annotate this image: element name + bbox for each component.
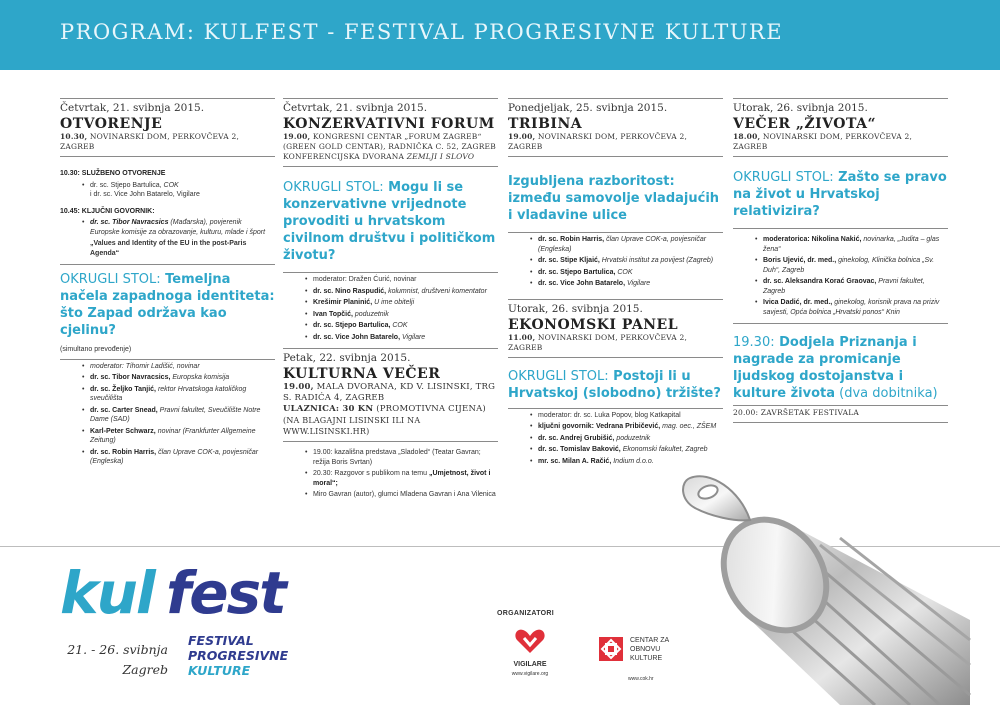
- divider: [283, 166, 498, 167]
- panel-item: • dr. sc. Stjepo Bartulica, COK: [508, 268, 723, 278]
- program-item: • Miro Gavran (autor), glumci Mladena Gavran i Ana Vilenica: [283, 490, 498, 500]
- event-date: Ponedjeljak, 25. svibnja 2015.: [508, 102, 668, 114]
- talk-title: „Values and Identity of the EU in the post-Paris Agenda“: [90, 240, 247, 257]
- ticket-note: (NA BLAGAJNI LISINSKI ILI NA WWW.LISINSKI.HR): [283, 416, 421, 436]
- logo-subtitle: FESTIVAL PROGRESIVNE KULTURE: [188, 633, 289, 678]
- event-title: TRIBINA: [508, 116, 583, 132]
- organizers-label: ORGANIZATORI: [497, 610, 555, 617]
- logo-dates: 21. - 26. svibnja Zagreb: [67, 642, 168, 677]
- ticket-price: ULAZNICA: 30 KN (PROMOTIVNA CIJENA): [283, 404, 486, 414]
- panel-item: • ključni govornik: Vedrana Pribičević, mag. oec., ZŠEM: [508, 422, 723, 432]
- panel-item: • dr. sc. Robin Harris, član Uprave COK-a, povjesničar (Engleska): [508, 235, 723, 254]
- panel-item: • dr. sc. Nino Raspudić, kolumnist, društveni komentator: [283, 287, 498, 297]
- panel-item: • dr. sc. Aleksandra Korać Graovac, Pravni fakultet, Zagreb: [733, 277, 948, 296]
- cok-icon: [598, 636, 624, 662]
- event-date: Četvrtak, 21. svibnja 2015.: [60, 102, 205, 114]
- logo-kul: kul: [60, 559, 154, 627]
- column-otvorenje: [60, 98, 275, 467]
- panel-item: • dr. sc. Carter Snead, Pravni fakultet, Sveučilište Notre Dame (SAD): [60, 406, 275, 425]
- program-item: • 20.30: Razgovor s publikom na temu „Umjetnost, život i moral“;: [283, 469, 498, 488]
- event-location: 19.00, NOVINARSKI DOM, PERKOVČEVA 2, ZAGREB: [508, 132, 688, 151]
- panel-item: • moderatorica: Nikolina Nakić, novinarka, „Judita – glas žena“: [733, 235, 948, 254]
- panel-item: • dr. sc. Vice John Batarelo, Vigilare: [508, 279, 723, 289]
- panel-item: • moderator: Tihomir Ladišić, novinar: [60, 362, 275, 372]
- event-title: VEČER „ŽIVOTA“: [733, 116, 877, 132]
- divider: [60, 156, 275, 157]
- panel-item: • Boris Ujević, dr. med., ginekolog, Klinička bolnica „Sv. Duh“, Zagreb: [733, 256, 948, 275]
- logo-fest: fest: [166, 559, 285, 627]
- cok-name: CENTAR ZA OBNOVU KULTURE: [630, 637, 670, 662]
- panel-item: • Krešimir Planinić, U ime obitelji: [283, 298, 498, 308]
- session-item: 10.30: SLUŽBENO OTVORENJE: [60, 170, 166, 177]
- event-title: KONZERVATIVNI FORUM: [283, 116, 495, 132]
- divider: [60, 359, 275, 360]
- speaker-item: i dr. sc. Vice John Batarelo, Vigilare: [90, 191, 200, 198]
- panel-item: • dr. sc. Vice John Batarelo, Vigilare: [283, 333, 498, 343]
- panel-item: • dr. sc. Robin Harris, član Uprave COK-a, povjesničar (Engleska): [60, 448, 275, 467]
- event-location-2: 11.00, NOVINARSKI DOM, PERKOVČEVA 2, ZAGREB: [508, 332, 688, 352]
- speaker-role: Europske komisije za obrazovanje, kulturu, mlade i šport: [90, 228, 266, 236]
- divider: [508, 357, 723, 358]
- event-location: 10.30, NOVINARSKI DOM, PERKOVČEVA 2, ZAGREB: [60, 132, 240, 151]
- divider: [508, 408, 723, 409]
- session-item: 10.45: KLJUČNI GOVORNIK:: [60, 207, 155, 215]
- kulfest-logo: [60, 558, 300, 698]
- panel-item: • dr. sc. Stipe Kljaić, Hrvatski institut za povijest (Zagreb): [508, 256, 723, 266]
- column-vecer-zivota: [733, 98, 948, 423]
- roundtable-title: OKRUGLI STOL: Postoji li u Hrvatskoj (slobodno) tržište?: [508, 368, 721, 401]
- divider: [283, 441, 498, 442]
- speaker-item: • dr. sc. Tibor Navracsics (Mađarska), povjerenik: [60, 218, 275, 228]
- event-location-2: 19.00, MALA DVORANA, KD V. LISINSKI, TRG S. RADIĆA 4, ZAGREB: [283, 382, 496, 403]
- divider: [733, 156, 948, 157]
- cok-url[interactable]: www.cok.hr: [628, 676, 654, 682]
- header-banner: [0, 0, 1000, 70]
- divider: [733, 323, 948, 324]
- festival-end: 20.00: ZAVRŠETAK FESTIVALA: [733, 408, 860, 417]
- panel-item: • Ivan Topčić, poduzetnik: [283, 310, 498, 320]
- divider: [733, 422, 948, 423]
- event-location: 18.00, NOVINARSKI DOM, PERKOVČEVA 2, ZAGREB: [733, 132, 913, 151]
- column-konzervativni-forum: [283, 98, 498, 500]
- page-title: PROGRAM: KULFEST - FESTIVAL PROGRESIVNE KULTURE: [60, 20, 784, 44]
- award-title: 19.30: Dodjela Priznanja i nagrade za promicanje ljudskog dostojanstva i kulture života (dva dobitnika): [733, 335, 938, 401]
- divider: [733, 405, 948, 406]
- divider: [283, 272, 498, 273]
- event-date-2: Petak, 22. svibnja 2015.: [283, 352, 411, 364]
- panel-item: • Ivica Dadić, dr. med., ginekolog, korisnik prava na priziv savjesti, Opća bolnica „Hrvatski ponos“ Knin: [733, 298, 948, 317]
- divider: [733, 228, 948, 229]
- panel-item: • dr. sc. Tibor Navracsics, Europska komisija: [60, 373, 275, 383]
- heart-icon: [515, 628, 545, 654]
- speaker-item: • dr. sc. Stjepo Bartulica, COK: [60, 181, 275, 191]
- tin-can-illustration: [680, 460, 980, 705]
- panel-item: • mr. sc. Milan A. Račić, Indium d.o.o.: [508, 457, 723, 467]
- vigilare-name: VIGILARE: [513, 661, 547, 668]
- program-item: • 19.00: kazališna predstava „Sladoled“ (Teatar Gavran; režija Boris Svrtan): [283, 448, 498, 467]
- panel-item: • Karl-Peter Schwarz, novinar (Frankfurter Allgemeine Zeitung): [60, 427, 275, 446]
- event-title: OTVORENJE: [60, 116, 163, 132]
- event-date: Četvrtak, 21. svibnja 2015.: [283, 102, 428, 114]
- panel-item: • moderator: dr. sc. Luka Popov, blog Katkapital: [508, 411, 723, 421]
- column-tribina: [508, 98, 723, 466]
- roundtable-title: OKRUGLI STOL: Mogu li se konzervativne vrijednote provoditi u hrvatskom civilnom društvu i političkom životu?: [283, 180, 496, 263]
- tribune-title: Izgubljena razboritost: između samovolje vladajućih i vladavine ulice: [508, 174, 720, 223]
- panel-item: • dr. sc. Andrej Grubišić, poduzetnik: [508, 434, 723, 444]
- roundtable-title: OKRUGLI STOL: Zašto se pravo na život u Hrvatskoj relativizira?: [733, 170, 947, 219]
- panel-item: • dr. sc. Tomislav Baković, Ekonomski fakultet, Zagreb: [508, 445, 723, 455]
- panel-item: • moderator: Dražen Ćurić, novinar: [283, 275, 498, 285]
- event-date: Utorak, 26. svibnja 2015.: [733, 102, 868, 114]
- note: (simultano prevođenje): [60, 346, 132, 353]
- divider: [508, 232, 723, 233]
- panel-item: • dr. sc. Stjepo Bartulica, COK: [283, 321, 498, 331]
- divider: [60, 264, 275, 265]
- roundtable-title: OKRUGLI STOL: Temeljna načela zapadnoga identiteta: što Zapad održava kao cjelinu?: [60, 272, 275, 338]
- vigilare-url[interactable]: www.vigilare.org: [511, 671, 549, 677]
- event-title-2: EKONOMSKI PANEL: [508, 316, 679, 333]
- panel-item: • dr. sc. Željko Tanjić, rektor Hrvatskoga katoličkog sveučilišta: [60, 385, 275, 404]
- divider: [508, 156, 723, 157]
- vigilare-logo[interactable]: [505, 628, 555, 677]
- event-location: 19.00, KONGRESNI CENTAR „FORUM ZAGREB“ (GREEN GOLD CENTAR), RADNIČKA C. 52, ZAGREB: [283, 132, 496, 151]
- event-title-2: KULTURNA VEČER: [283, 366, 441, 382]
- event-date-2: Utorak, 26. svibnja 2015.: [508, 302, 643, 315]
- event-hall: KONFERENCIJSKA DVORANA ZEMLJI I SLOVO: [283, 152, 475, 161]
